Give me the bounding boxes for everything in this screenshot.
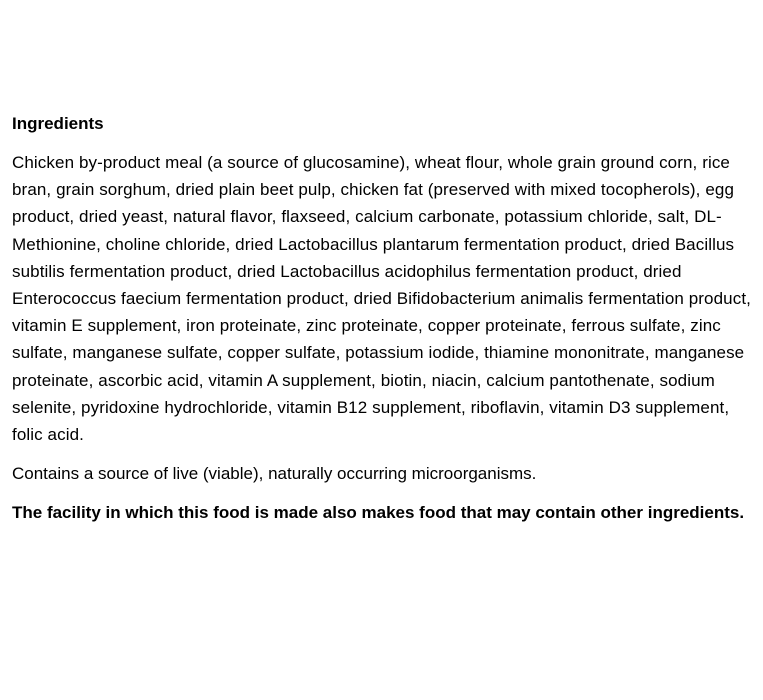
probiotic-note: Contains a source of live (viable), naturally occurring microorganisms. bbox=[12, 464, 537, 484]
ingredients-list: Chicken by-product meal (a source of glucosamine), wheat flour, whole grain ground corn, rice bran, grain sorghum, dried plain beet pulp, chicken fat (preserved with mixed tocopherols), egg product, dried yeast, natural flavor, flaxseed, calcium carbonate, potassium chloride, salt, DL-Methionine, choline chloride, dried Lactobacillus plantarum fermentation product, dried Bacillus subtilis fermentation product, dried Lactobacillus acidophilus fermentation product, dried Enterococcus faecium fermentation product, dried Bifidobacterium animalis fermentation product, vitamin E supplement, iron proteinate, zinc proteinate, copper proteinate, ferrous sulfate, zinc sulfate, manganese sulfate, copper sulfate, potassium iodide, thiamine mononitrate, manganese proteinate, ascorbic acid, vitamin A supplement, biotin, niacin, calcium pantothenate, sodium selenite, pyridoxine hydrochloride, vitamin B12 supplement, riboflavin, vitamin D3 supplement, folic acid. bbox=[12, 153, 751, 445]
allergen-note: The facility in which this food is made also makes food that may contain other ingredients. bbox=[12, 503, 745, 523]
ingredients-heading: Ingredients bbox=[12, 114, 104, 133]
ingredients-panel bbox=[12, 110, 754, 527]
